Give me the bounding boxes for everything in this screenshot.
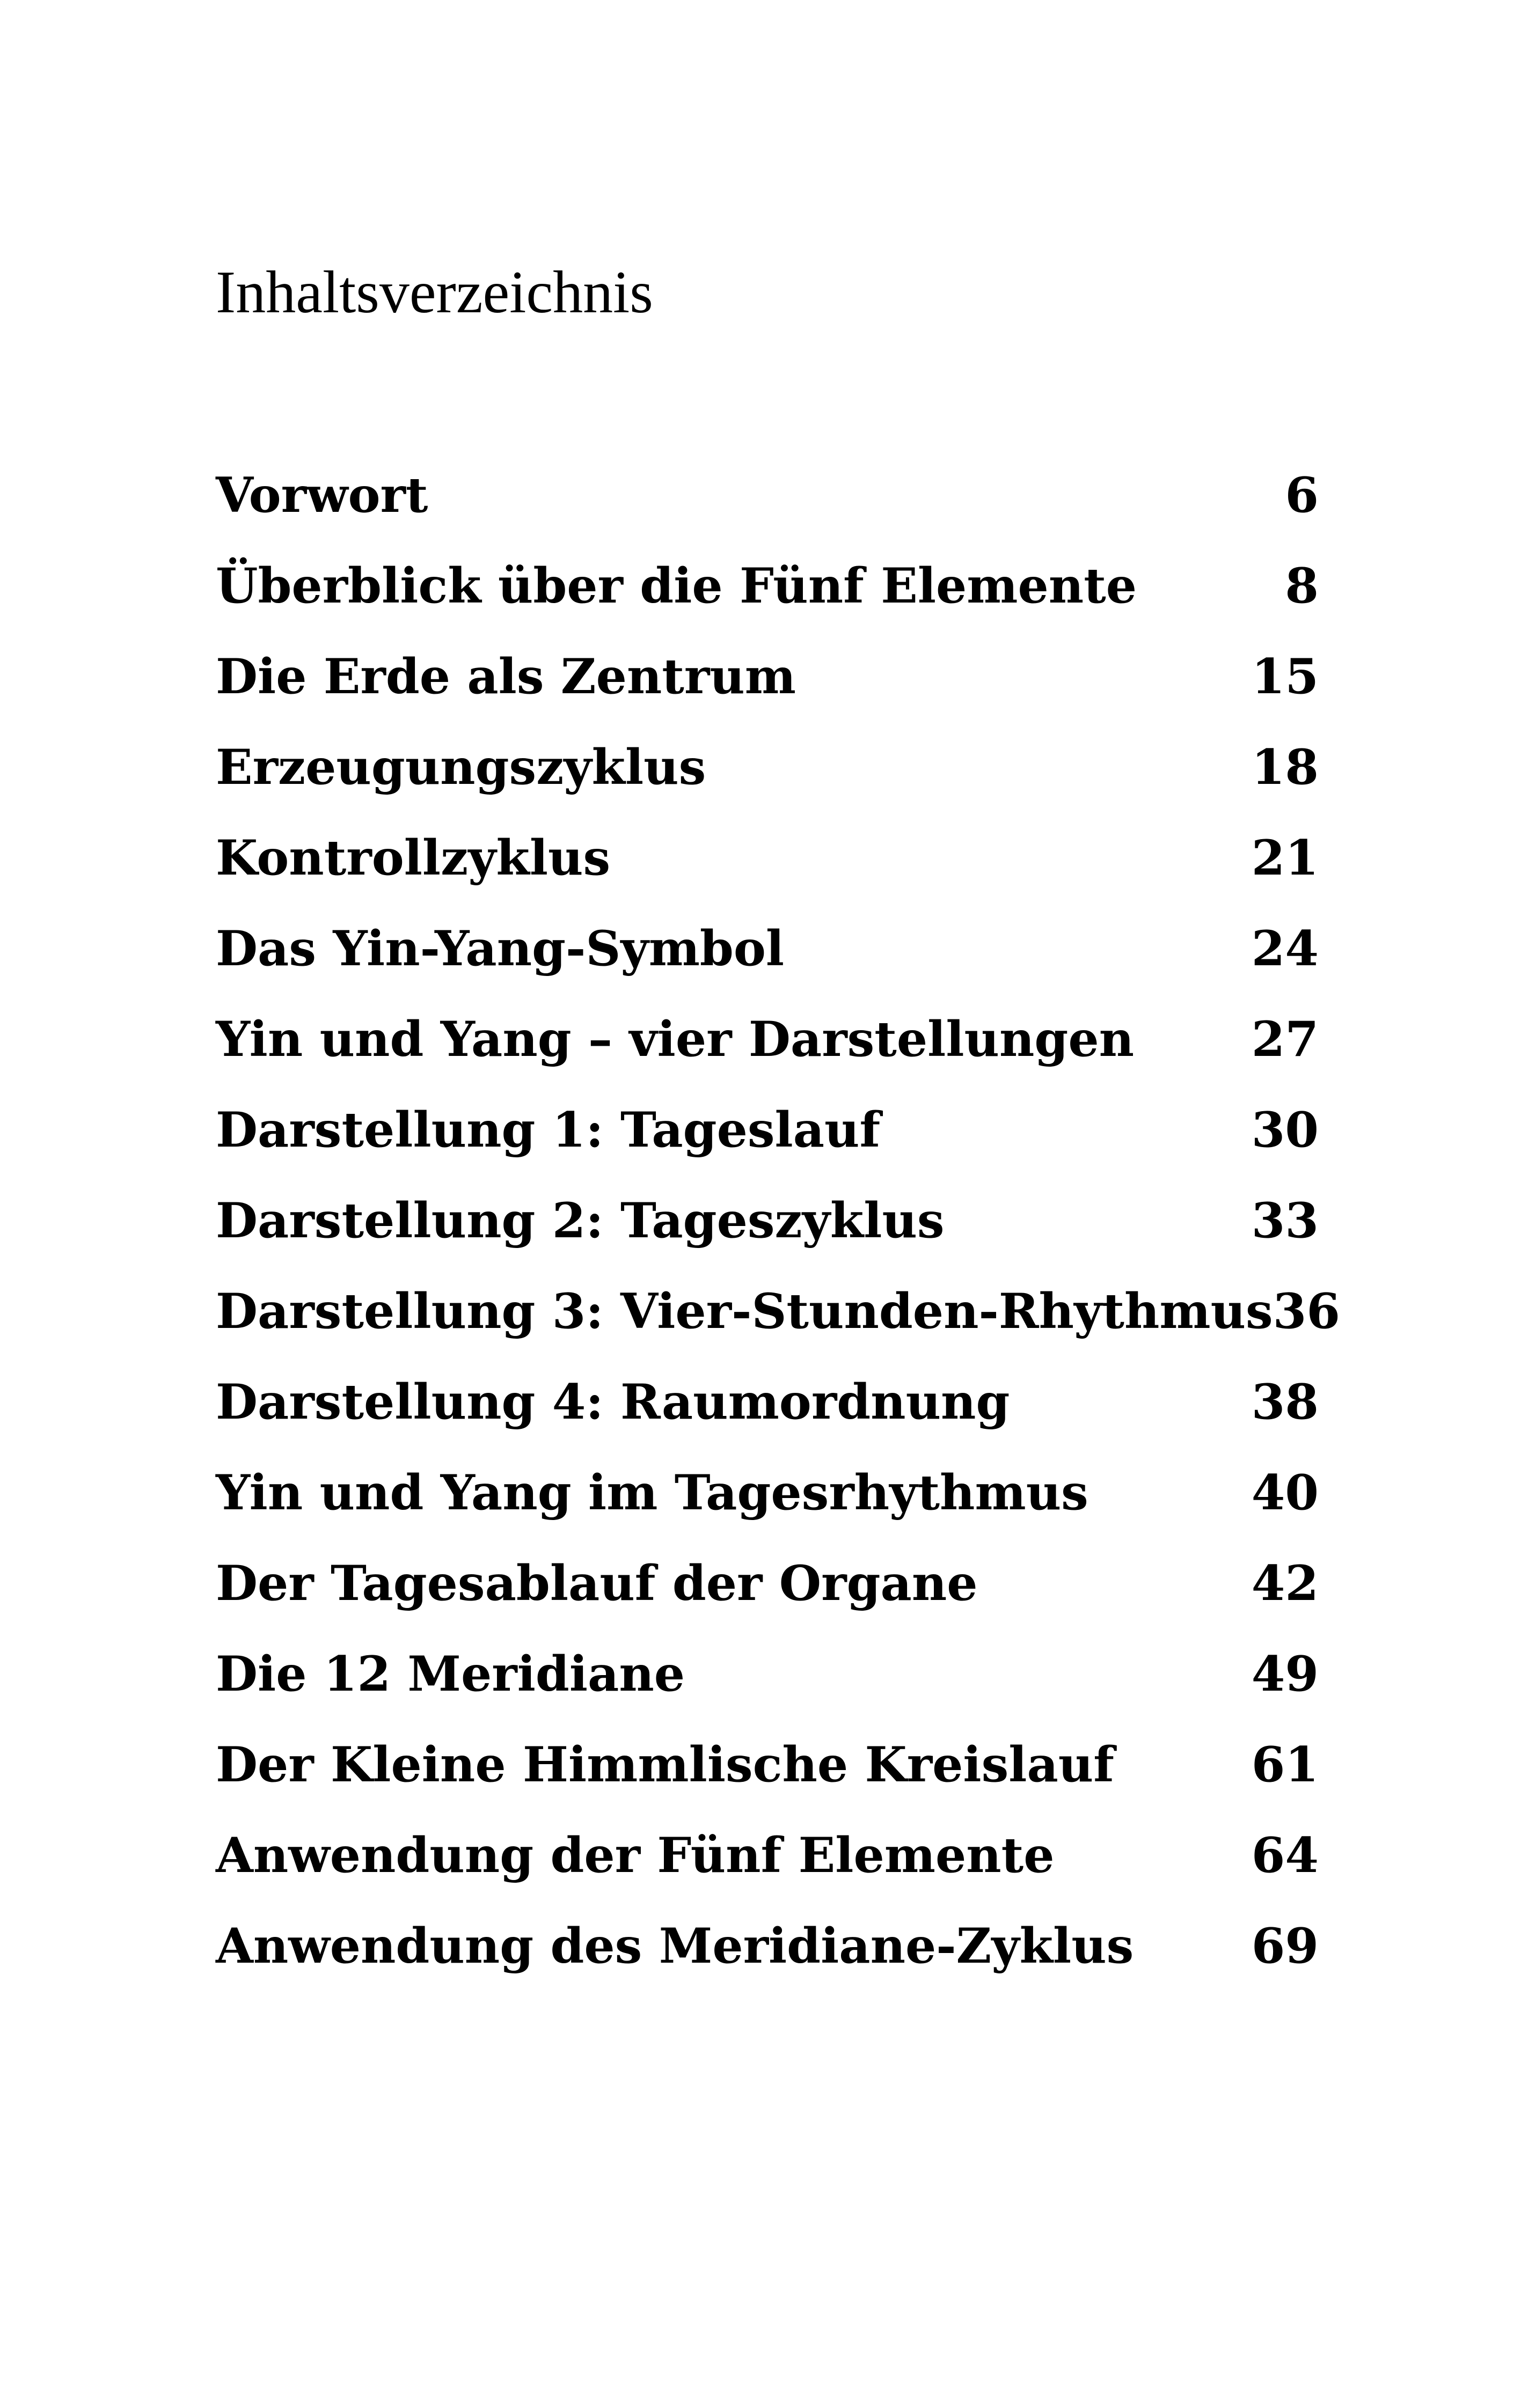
toc-entry-title: Vorwort	[216, 466, 428, 524]
toc-entry-page-number: 6	[1285, 466, 1319, 524]
toc-entry-page-number: 64	[1251, 1826, 1319, 1884]
toc-entry-title: Darstellung 2: Tageszyklus	[216, 1192, 945, 1249]
toc-entry-title: Die 12 Meridiane	[216, 1645, 685, 1702]
toc-entry-title: Die Erde als Zentrum	[216, 648, 796, 705]
toc-entry	[216, 540, 1319, 631]
toc-entry-page-number: 49	[1251, 1645, 1319, 1702]
toc-entry	[216, 1356, 1319, 1447]
toc-entry-page-number: 27	[1251, 1010, 1319, 1068]
toc-entry-title: Erzeugungszyklus	[216, 738, 706, 796]
toc-entry-page-number: 38	[1251, 1373, 1319, 1430]
toc-entry-title: Darstellung 3: Vier-Stunden-Rhythmus	[216, 1282, 1273, 1340]
toc-entry	[216, 1628, 1319, 1719]
toc-entry	[216, 1266, 1340, 1356]
toc-entry	[216, 812, 1319, 903]
toc-entry-title: Darstellung 1: Tageslauf	[216, 1101, 881, 1158]
toc-entry-page-number: 8	[1285, 557, 1319, 614]
toc-entry	[216, 994, 1319, 1084]
toc-entry-title: Anwendung des Meridiane-Zyklus	[216, 1917, 1134, 1974]
toc-entry	[216, 903, 1319, 994]
toc-entry	[216, 450, 1319, 540]
toc-entry-page-number: 33	[1251, 1192, 1319, 1249]
toc-entry-title: Überblick über die Fünf Elemente	[216, 557, 1137, 614]
toc-entry	[216, 1084, 1319, 1175]
toc-entry-title: Kontrollzyklus	[216, 829, 611, 886]
toc-entry-page-number: 21	[1251, 829, 1319, 886]
toc-entry-title: Darstellung 4: Raumordnung	[216, 1373, 1010, 1430]
toc-entry-page-number: 69	[1251, 1917, 1319, 1974]
toc-entry-title: Das Yin-Yang-Symbol	[216, 920, 785, 977]
toc-entry	[216, 1719, 1319, 1810]
toc-entry-page-number: 42	[1251, 1554, 1319, 1612]
toc-entry	[216, 1447, 1319, 1538]
toc-entry	[216, 631, 1319, 722]
toc-entry-title: Der Tagesablauf der Organe	[216, 1554, 978, 1612]
toc-entry-title: Yin und Yang – vier Darstellungen	[216, 1010, 1135, 1068]
toc-entry	[216, 1175, 1319, 1266]
toc-entry-title: Der Kleine Himmlische Kreislauf	[216, 1736, 1114, 1793]
toc-entry-title: Yin und Yang im Tagesrhythmus	[216, 1464, 1088, 1521]
toc-entry-page-number: 40	[1251, 1464, 1319, 1521]
toc-entry	[216, 1900, 1319, 1991]
toc-entry-page-number: 30	[1251, 1101, 1319, 1158]
toc-entry-page-number: 24	[1251, 920, 1319, 977]
toc-entry-page-number: 61	[1251, 1736, 1319, 1793]
page-title: Inhaltsverzeichnis	[216, 259, 653, 326]
toc-entry-page-number: 15	[1251, 648, 1319, 705]
toc-entry-page-number: 18	[1251, 738, 1319, 796]
toc-entry-title: Anwendung der Fünf Elemente	[216, 1826, 1055, 1884]
toc-entry	[216, 1538, 1319, 1628]
table-of-contents	[216, 450, 1340, 1991]
toc-entry-page-number: 36	[1273, 1282, 1340, 1340]
toc-entry	[216, 722, 1319, 812]
toc-entry	[216, 1810, 1319, 1900]
